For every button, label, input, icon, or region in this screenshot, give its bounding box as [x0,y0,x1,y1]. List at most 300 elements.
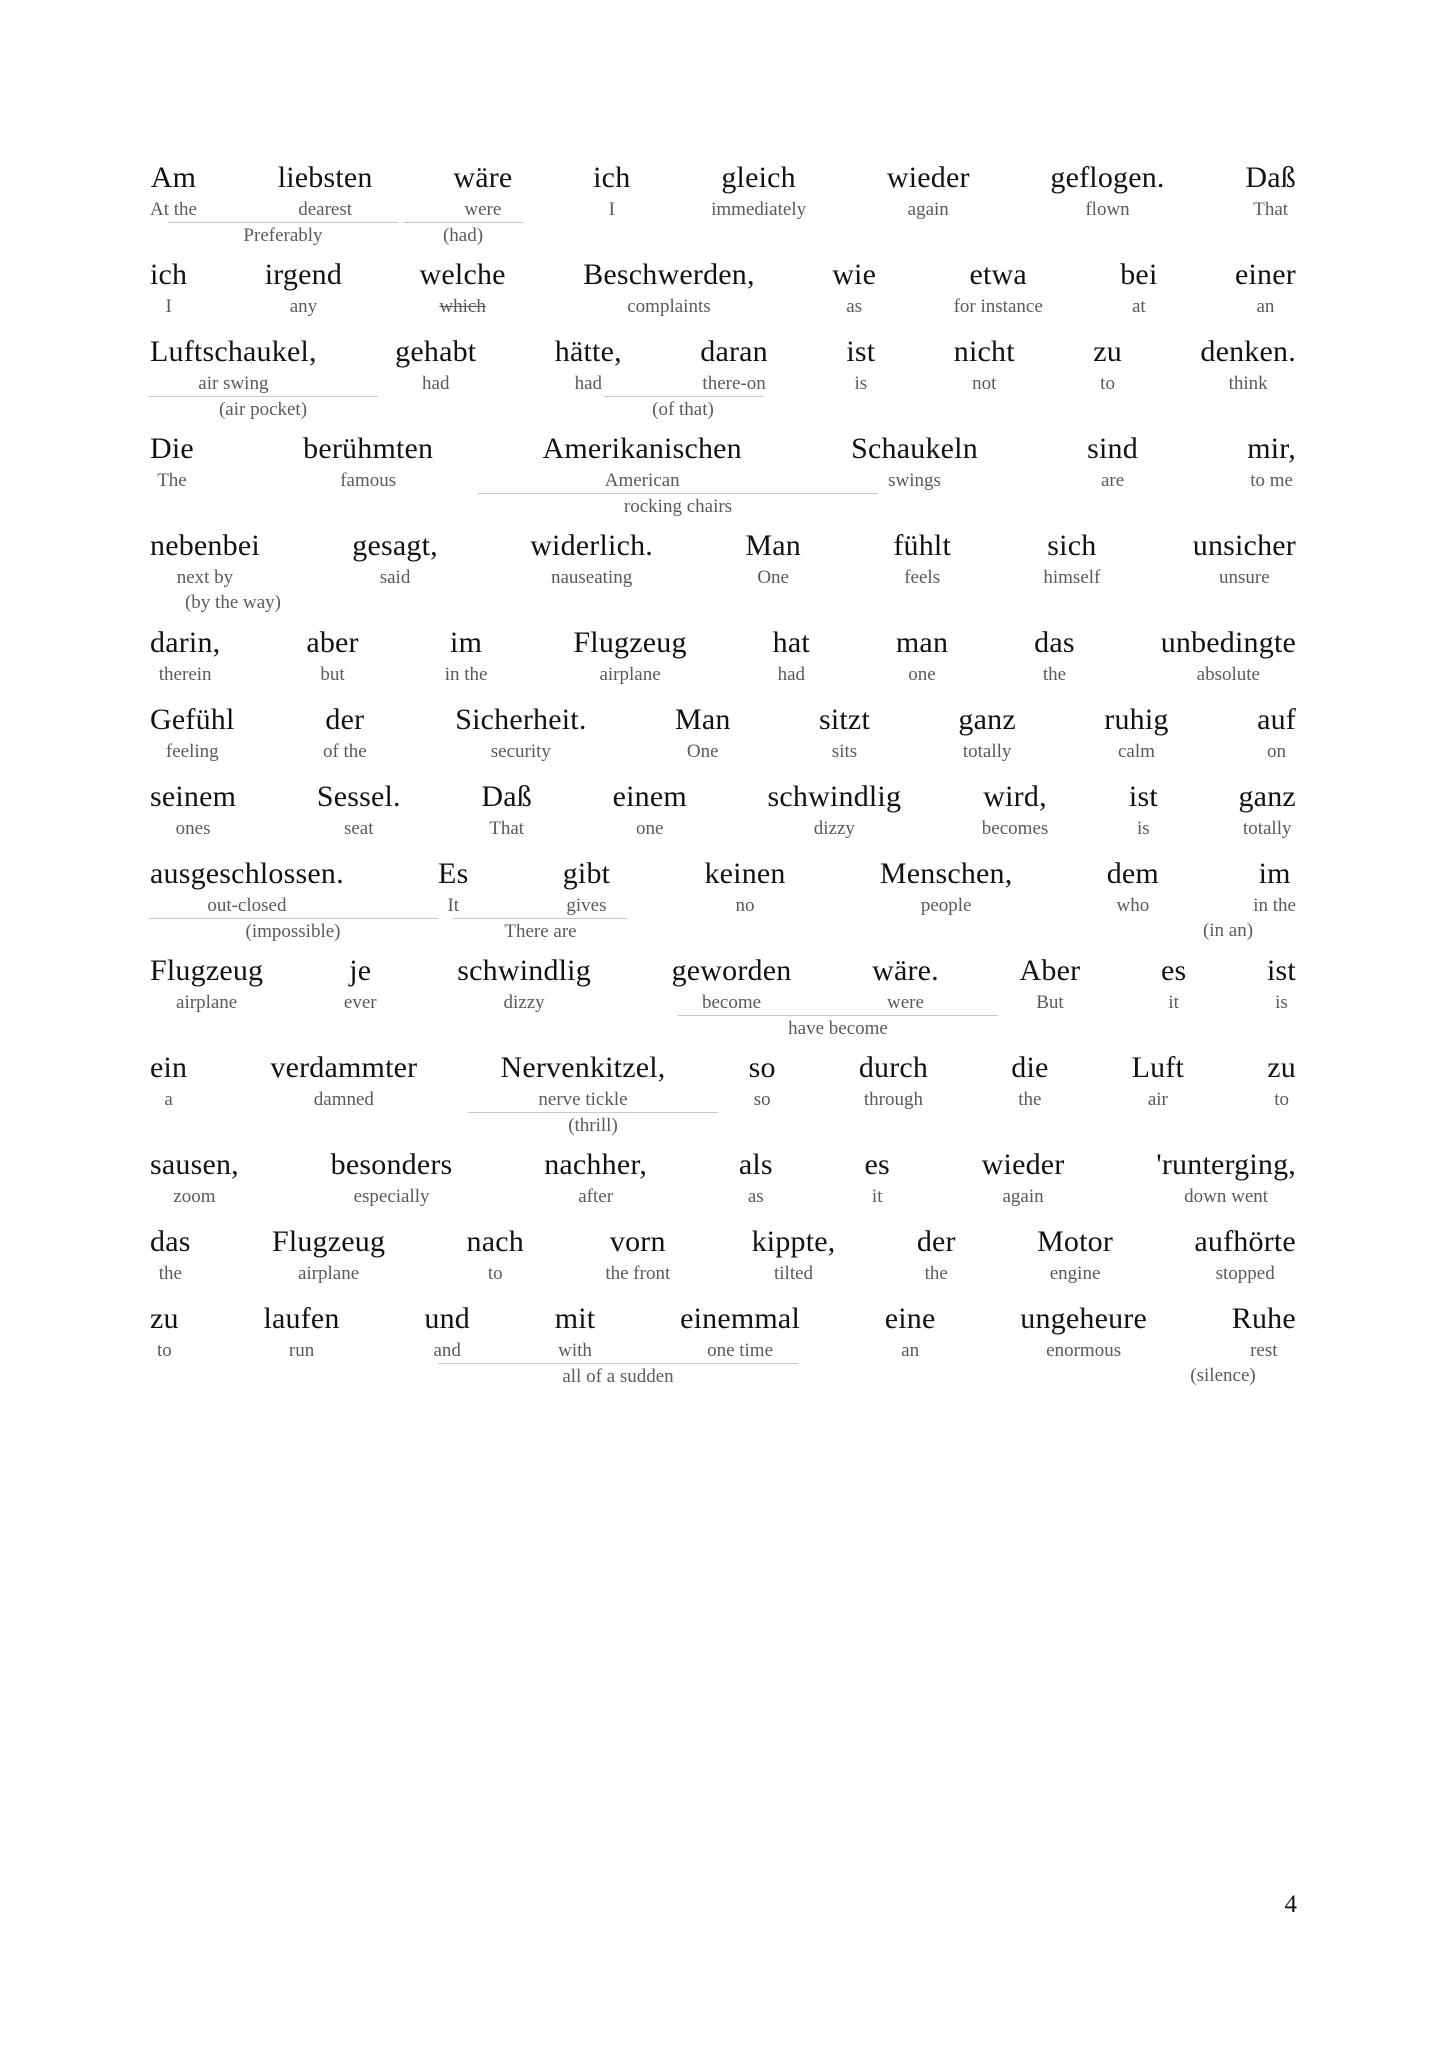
word-token [276,160,375,223]
english-gloss: to [156,1340,172,1361]
english-gloss: no [735,895,755,916]
text-line [148,334,1298,420]
interlinear-text [148,160,1298,1398]
word-token [418,257,508,320]
word-token [561,856,612,919]
english-gloss: of the [322,741,367,762]
german-word: gibt [562,857,611,890]
word-token [1102,702,1170,765]
german-word: aufhörte [1194,1225,1296,1258]
german-word: Man [745,529,801,562]
english-gloss: the [1018,1089,1042,1110]
english-gloss: next by [176,567,234,588]
english-gloss: any [289,296,318,317]
word-token [766,779,904,842]
english-gloss: had [574,373,603,394]
english-gloss: at [1132,296,1146,317]
english-gloss: become [701,992,762,1013]
german-word: Die [150,432,194,465]
english-gloss: in the [1253,895,1296,916]
word-token [553,334,624,397]
word-token [894,625,950,688]
text-line [148,1301,1298,1387]
word-token [422,1301,472,1364]
word-token [148,702,237,765]
word-token [952,334,1017,397]
word-token [771,625,812,688]
text-line [148,160,1298,246]
token-row [148,257,1298,320]
english-gloss: dizzy [503,992,545,1013]
english-gloss: The [157,470,187,491]
word-token [1159,953,1188,1016]
text-line [148,779,1298,842]
english-gloss: think [1228,373,1268,394]
english-gloss: were [887,992,924,1013]
phrase-gloss: (had) [403,222,523,248]
phrase-gloss: (impossible) [148,918,438,944]
token-row [148,702,1298,765]
german-word: so [748,1051,776,1084]
token-row [148,779,1298,842]
english-gloss: But [1036,992,1064,1013]
text-line [148,257,1298,320]
german-word: unbedingte [1160,626,1296,659]
german-word: widerlich. [530,529,653,562]
english-gloss: it [871,1186,883,1207]
english-gloss: there-on [702,373,766,394]
word-token [1243,160,1298,223]
word-token [443,625,490,688]
word-token [709,160,808,223]
word-token [1154,1147,1298,1210]
german-word: je [349,954,372,987]
word-token [1265,1050,1298,1113]
english-gloss: feels [904,567,941,588]
word-token [1091,334,1124,397]
german-word: auf [1257,703,1296,736]
word-token [1118,257,1159,320]
english-gloss: said [379,567,411,588]
english-gloss: air [1147,1089,1168,1110]
word-token [270,1224,387,1287]
german-word: nicht [953,335,1015,368]
german-word: vorn [609,1225,666,1258]
german-word: gesagt, [352,529,438,562]
english-gloss: damned [313,1089,374,1110]
word-token [883,1301,938,1364]
english-gloss: One [686,741,719,762]
english-gloss: are [1100,470,1125,491]
english-gloss: to [487,1263,503,1284]
english-gloss: to [1100,373,1115,394]
word-token [553,1301,598,1364]
word-token [148,1050,189,1113]
english-gloss: airplane [599,664,661,685]
german-word: ein [150,1051,188,1084]
english-gloss: totally [1242,818,1292,839]
german-word: ich [150,258,188,291]
german-word: daran [700,335,768,368]
phrase-gloss: (by the way) [184,592,282,613]
german-word: Man [674,703,731,736]
phrase-gloss: (silence) [1190,1365,1256,1386]
word-token [1230,1301,1298,1364]
english-gloss: for instance [953,296,1043,317]
english-gloss: had [777,664,805,685]
phrase-gloss: Preferably [168,222,398,248]
german-word: geflogen. [1050,161,1165,194]
german-word: schwindlig [767,780,902,813]
token-row [148,1147,1298,1210]
phrase-gloss: (air pocket) [148,396,378,422]
word-token [817,702,872,765]
german-word: ungeheure [1020,1302,1148,1335]
word-token [750,1224,838,1287]
german-word: sausen, [150,1148,239,1181]
german-word: einem [612,780,687,813]
text-line [148,1147,1298,1210]
text-line [148,625,1298,688]
english-gloss: ever [343,992,377,1013]
word-token [1048,160,1166,223]
german-word: 'runterging, [1156,1148,1296,1181]
word-token [453,702,588,765]
phrase-gloss: (in an) [1202,920,1254,941]
german-word: nebenbei [150,529,260,562]
word-token [952,257,1045,320]
english-gloss: the [924,1263,948,1284]
german-word: der [916,1225,956,1258]
word-token [148,160,199,223]
english-gloss: That [489,818,525,839]
word-token [1255,702,1298,765]
word-token [1085,431,1140,494]
german-word: Gefühl [150,703,235,736]
german-word: etwa [969,258,1027,291]
english-gloss: but [320,664,345,685]
word-token [148,1224,193,1287]
word-token [747,1050,778,1113]
english-gloss: an [901,1340,920,1361]
german-word: eine [884,1302,936,1335]
english-gloss: who [1116,895,1150,916]
word-token [261,1301,341,1364]
english-gloss: unsure [1219,567,1270,588]
word-token [329,1147,455,1210]
english-gloss: not [972,373,997,394]
word-token [1105,856,1161,919]
english-gloss: zoom [173,1186,216,1207]
word-token [1159,625,1298,688]
german-word: ist [1128,780,1158,813]
word-token [581,257,757,320]
german-word: im [450,626,483,659]
word-token [350,528,440,591]
english-gloss: so [753,1089,771,1110]
german-word: sind [1087,432,1138,465]
english-gloss: with [558,1340,592,1361]
word-token [1198,334,1298,397]
german-word: wie [832,258,877,291]
word-token [844,334,877,397]
token-row [148,528,1298,591]
phrase-gloss: (thrill) [468,1112,718,1138]
word-token [591,160,632,223]
german-word: wieder [981,1148,1065,1181]
word-token [1018,953,1083,1016]
word-token [148,779,238,842]
english-gloss: American [604,470,680,491]
english-gloss: immediately [711,199,807,220]
english-gloss: nauseating [550,567,633,588]
english-gloss: therein [158,664,212,685]
english-gloss: himself [1043,567,1101,588]
english-gloss: which [439,296,486,317]
german-word: schwindlig [457,954,591,987]
german-word: einemmal [680,1302,800,1335]
english-gloss: becomes [981,818,1049,839]
german-word: Schaukeln [851,432,978,465]
word-token [1035,1224,1115,1287]
word-token [1032,625,1077,688]
word-token [1233,257,1298,320]
english-gloss: enormous [1046,1340,1122,1361]
token-row [148,953,1298,1016]
word-token [479,779,534,842]
phrase-gloss: rocking chairs [478,493,878,519]
english-gloss: is [1275,992,1288,1013]
english-gloss: to me [1250,470,1293,491]
word-token [540,431,743,494]
german-word: Daß [1245,161,1296,194]
english-gloss: gives [566,895,607,916]
german-word: geworden [671,954,792,987]
german-word: hätte, [554,335,622,368]
english-gloss: seat [343,818,374,839]
word-token [342,953,379,1016]
german-word: bei [1120,258,1158,291]
word-token [849,431,980,494]
german-word: Es [438,857,469,890]
word-token [956,702,1017,765]
english-gloss: after [578,1186,614,1207]
word-token [611,779,689,842]
word-token [148,528,262,591]
text-line [148,702,1298,765]
german-word: kippte, [751,1225,836,1258]
german-word: und [424,1302,470,1335]
english-gloss: is [1137,818,1150,839]
word-token [528,528,655,591]
word-token [148,1301,181,1364]
phrase-gloss: There are [453,918,628,944]
page-number: 4 [1284,1891,1297,1918]
text-line [148,856,1298,942]
english-gloss: airplane [297,1263,360,1284]
english-gloss: ones [175,818,211,839]
english-gloss: security [490,741,551,762]
german-word: verdammter [270,1051,418,1084]
word-token [498,1050,667,1113]
german-word: zu [1093,335,1122,368]
german-word: denken. [1200,335,1296,368]
text-line [148,528,1298,613]
german-word: nachher, [544,1148,648,1181]
german-word: Am [150,161,197,194]
german-word: ruhig [1104,703,1169,736]
word-token [148,431,196,494]
german-word: irgend [264,258,343,291]
english-gloss: dizzy [813,818,855,839]
word-token [980,1147,1067,1210]
word-token [148,856,346,919]
german-word: Aber [1019,954,1081,987]
word-token [148,257,189,320]
word-token [1236,779,1297,842]
german-word: Beschwerden, [583,258,755,291]
german-word: dem [1106,857,1159,890]
word-token [268,1050,419,1113]
german-word: fühlt [893,529,951,562]
word-token [1265,953,1298,1016]
english-gloss: again [907,199,949,220]
english-gloss: it [1168,992,1179,1013]
english-gloss: and [433,1340,461,1361]
english-gloss: one [908,664,936,685]
english-gloss: complaints [627,296,711,317]
german-word: seinem [150,780,237,813]
text-line [148,1050,1298,1136]
german-word: Sessel. [316,780,401,813]
english-gloss: airplane [176,992,238,1013]
english-gloss: famous [340,470,397,491]
german-word: besonders [330,1148,453,1181]
english-gloss: swings [888,470,941,491]
token-row [148,1050,1298,1113]
token-row [148,431,1298,494]
english-gloss: the front [605,1263,671,1284]
german-word: die [1011,1051,1049,1084]
german-word: gehabt [395,335,477,368]
word-token [148,1147,241,1210]
german-word: es [1160,954,1187,987]
english-gloss: people [920,895,972,916]
word-token [698,334,770,397]
english-gloss: stopped [1215,1263,1275,1284]
german-word: der [325,703,365,736]
word-token [301,431,435,494]
word-token [603,1224,672,1287]
german-word: Nervenkitzel, [500,1051,666,1084]
english-gloss: One [757,567,789,588]
english-gloss: dearest [298,199,353,220]
word-token [673,702,733,765]
german-word: ich [593,161,631,194]
word-token [1127,779,1160,842]
english-gloss: air swing [198,373,269,394]
word-token [393,334,478,397]
word-token [670,953,794,1016]
phrase-gloss: have become [678,1015,998,1041]
english-gloss: run [288,1340,315,1361]
english-gloss: sits [831,741,858,762]
german-word: wäre [453,161,513,194]
english-gloss: to [1274,1089,1289,1110]
german-word: das [150,1225,191,1258]
german-word: im [1258,857,1291,890]
german-word: wieder [886,161,970,194]
word-token [980,779,1050,842]
german-word: zu [150,1302,179,1335]
english-gloss: calm [1117,741,1155,762]
word-token [678,1301,802,1364]
german-word: berühmten [303,432,434,465]
word-token [702,856,787,919]
german-word: mit [554,1302,596,1335]
german-word: keinen [704,857,786,890]
german-word: zu [1267,1051,1296,1084]
word-token [1251,856,1298,919]
phrase-gloss: all of a sudden [438,1363,798,1389]
word-token [304,625,360,688]
english-gloss: I [608,199,615,220]
word-token [542,1147,649,1210]
word-token [465,1224,526,1287]
german-word: aber [306,626,359,659]
word-token [148,334,319,397]
english-gloss: through [863,1089,924,1110]
english-gloss: one [636,818,664,839]
german-word: ist [1266,954,1296,987]
german-word: Sicherheit. [455,703,587,736]
german-word: Flugzeug [271,1225,386,1258]
english-gloss: rest [1250,1340,1278,1361]
german-word: sitzt [818,703,870,736]
word-token [878,856,1015,919]
word-token [451,160,514,223]
english-gloss: is [854,373,868,394]
english-gloss: I [165,296,172,317]
german-word: ganz [958,703,1016,736]
word-token [915,1224,958,1287]
english-gloss: flown [1085,199,1130,220]
word-token [1018,1301,1149,1364]
token-row [148,856,1298,919]
word-token [455,953,593,1016]
english-gloss: had [422,373,450,394]
german-word: ausgeschlossen. [150,857,344,890]
word-token [743,528,803,591]
english-gloss: in the [444,664,488,685]
english-gloss: were [464,199,502,220]
german-word: das [1034,626,1075,659]
english-gloss: tilted [773,1263,814,1284]
english-gloss: the [1042,664,1067,685]
german-word: wird, [983,780,1047,813]
german-word: Daß [481,780,532,813]
english-gloss: the [158,1263,182,1284]
token-row [148,334,1298,397]
german-word: Ruhe [1231,1302,1296,1335]
token-row [148,1224,1298,1287]
english-gloss: At the [150,199,197,220]
word-token [315,779,403,842]
english-gloss: as [846,296,863,317]
english-gloss: feeling [165,741,219,762]
german-word: man [895,626,949,659]
english-gloss: down went [1184,1186,1269,1207]
